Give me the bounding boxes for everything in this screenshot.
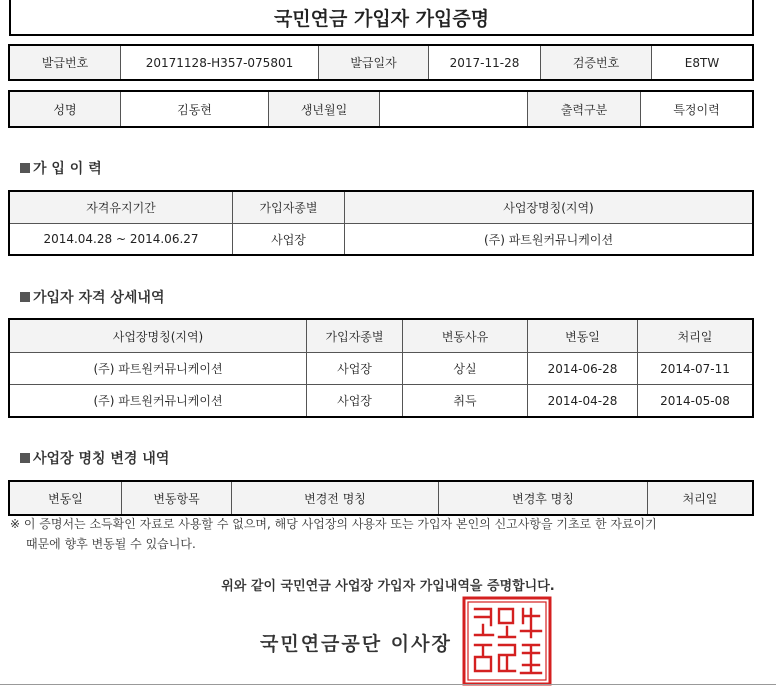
bottom-divider [0,684,776,685]
detail-reason: 상실 [403,353,528,385]
output-value: 특정이력 [641,92,753,127]
section3-title: 사업장 명칭 변경 내역 [33,451,170,467]
section2-title: 가입자 자격 상세내역 [33,290,165,306]
table-row [10,385,753,417]
name-change-header: 처리일 [648,482,753,515]
name-change-header: 변경전 명칭 [232,482,439,515]
detail-change-date: 2014-06-28 [528,353,638,385]
issue-info-table [9,45,753,80]
detail-change-date: 2014-04-28 [528,385,638,417]
detail-workplace: (주) 파트원커뮤니케이션 [10,385,307,417]
detail-header: 가입자종별 [307,320,403,353]
name-change-table [9,481,753,515]
name-change-header: 변동일 [10,482,122,515]
issue-no: 20171128-H357-075801 [121,46,319,80]
history-type: 사업장 [233,224,345,255]
table-row [10,224,753,255]
history-header: 가입자종별 [233,192,345,224]
issuer-name: 국민연금공단 이사장 [260,633,452,655]
history-header: 자격유지기간 [10,192,233,224]
verify-label: 검증번호 [541,46,652,80]
issue-date: 2017-11-28 [429,46,541,80]
history-period: 2014.04.28 ~ 2014.06.27 [10,224,233,255]
detail-header: 사업장명칭(지역) [10,320,307,353]
birth-value [380,92,528,127]
name-value: 김동현 [121,92,269,127]
detail-workplace: (주) 파트원커뮤니케이션 [10,353,307,385]
section-title-history [20,158,102,178]
output-label: 출력구분 [528,92,641,127]
section1-title: 가 입 이 력 [33,161,102,177]
history-header: 사업장명칭(지역) [345,192,753,224]
detail-header: 변동사유 [403,320,528,353]
person-info-table [9,91,753,127]
history-table [9,191,753,255]
history-workplace: (주) 파트원커뮤니케이션 [345,224,753,255]
issue-date-label: 발급일자 [319,46,429,80]
official-seal-icon [461,595,553,687]
detail-type: 사업장 [307,353,403,385]
notice-line-2: 때문에 향후 변동될 수 있습니다. [26,537,196,551]
square-bullet-icon [20,163,30,173]
name-change-header: 변경후 명칭 [439,482,648,515]
section-title-detail [20,287,164,307]
document-title: 국민연금 가입자 가입증명 [9,0,754,36]
certification-statement: 위와 같이 국민연금 사업장 가입자 가입내역을 증명합니다. [221,579,555,594]
section-title-name-change [20,448,169,468]
notice-line-1: ※ 이 증명서는 소득확인 자료로 사용할 수 없으며, 해당 사업장의 사용자 또는 가입자 본인의 신고사항을 기초로 한 자료이기 [10,517,657,531]
detail-process-date: 2014-05-08 [638,385,753,417]
table-row [10,353,753,385]
detail-header: 처리일 [638,320,753,353]
square-bullet-icon [20,292,30,302]
name-change-header: 변동항목 [122,482,232,515]
name-label: 성명 [10,92,121,127]
verify-no: E8TW [652,46,753,80]
issue-no-label: 발급번호 [10,46,121,80]
detail-type: 사업장 [307,385,403,417]
birth-label: 생년월일 [269,92,380,127]
detail-process-date: 2014-07-11 [638,353,753,385]
detail-reason: 취득 [403,385,528,417]
detail-table [9,319,753,417]
square-bullet-icon [20,453,30,463]
detail-header: 변동일 [528,320,638,353]
